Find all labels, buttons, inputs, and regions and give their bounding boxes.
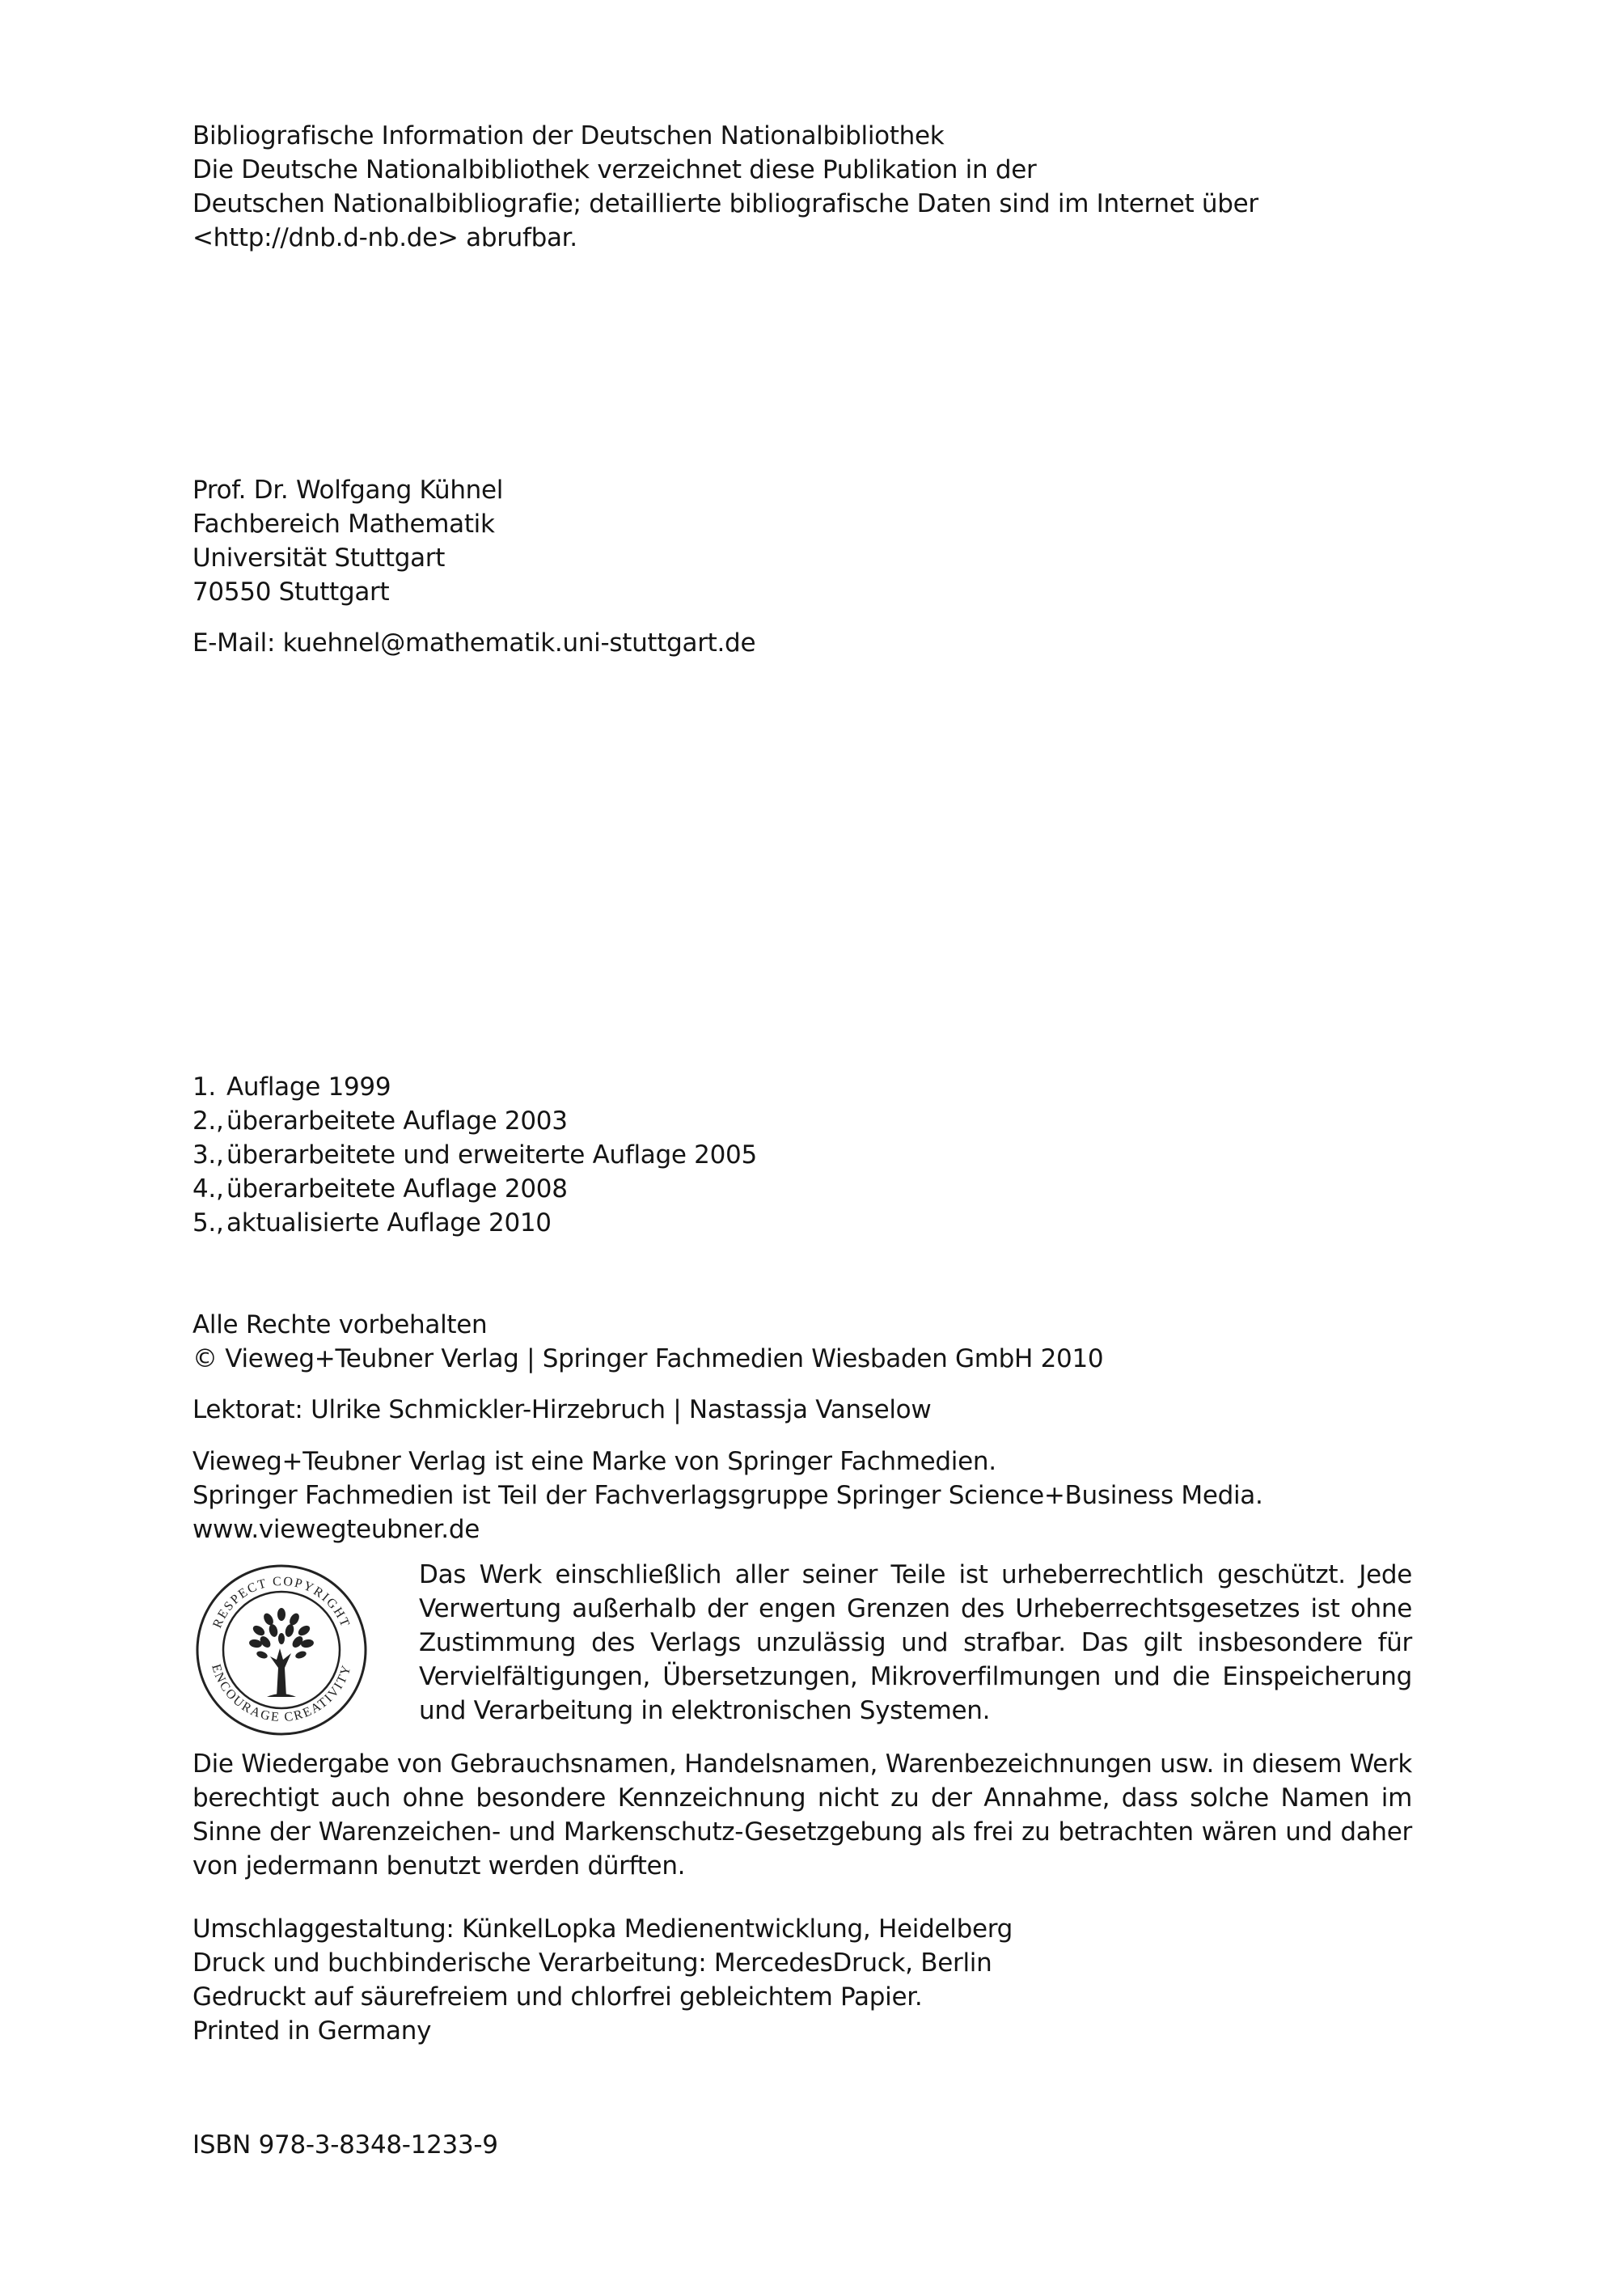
email-line: E-Mail: kuehnel@mathematik.uni-stuttgart.de [192, 628, 756, 658]
seal-lettering [209, 1575, 354, 1724]
edition-number: 2., [192, 1106, 224, 1136]
usage-line: von jedermann benutzt werden dürften. [192, 1851, 686, 1881]
edition-text: überarbeitete und erweiterte Auflage 2005 [226, 1140, 757, 1170]
copyright-line: © Vieweg+Teubner Verlag | Springer Fachmedien Wiesbaden GmbH 2010 [192, 1344, 1104, 1373]
tree-icon [248, 1608, 314, 1697]
isbn [192, 2128, 498, 2162]
edition-text: Auflage 1999 [226, 1072, 391, 1102]
copyright-legal-notice [419, 1558, 1412, 1728]
lektorat [192, 1393, 931, 1427]
usage-line: Die Wiedergabe von Gebrauchsnamen, Handelsnamen, Warenbezeichnungen usw. in diesem Werk [192, 1749, 1412, 1779]
author-university: Universität Stuttgart [192, 544, 446, 573]
bib-line: <http://dnb.d-nb.de> abrufbar. [192, 223, 577, 252]
bib-line: Die Deutsche Nationalbibliothek verzeichnet diese Publikation in der [192, 155, 1037, 184]
legal-line: Das Werk einschließlich aller seiner Teile ist urheberrechtlich geschützt. Jede [419, 1560, 1412, 1589]
author-city: 70550 Stuttgart [192, 577, 390, 607]
publisher-info [192, 1445, 1263, 1546]
edition-text: überarbeitete Auflage 2003 [226, 1106, 568, 1136]
printed-in: Printed in Germany [192, 2016, 432, 2046]
paper-note: Gedruckt auf säurefreiem und chlorfrei gebleichtem Papier. [192, 1982, 923, 2012]
rights-reserved: Alle Rechte vorbehalten [192, 1310, 488, 1339]
svg-text:RESPECT COPYRIGHT: RESPECT COPYRIGHT [210, 1574, 353, 1631]
edition-item [192, 1206, 757, 1240]
copyright-seal-icon [192, 1561, 370, 1739]
edition-number: 1. [192, 1072, 216, 1102]
publisher-line: Springer Fachmedien ist Teil der Fachverlagsgruppe Springer Science+Business Media. [192, 1481, 1263, 1510]
bib-line: Bibliografische Information der Deutschen Nationalbibliothek [192, 121, 945, 150]
author-email [192, 626, 755, 660]
legal-line: Verwertung außerhalb der engen Grenzen des Urheberrechtsgesetzes ist ohne [419, 1594, 1412, 1623]
print-credit: Druck und buchbinderische Verarbeitung: MercedesDruck, Berlin [192, 1948, 992, 1978]
trademark-notice [192, 1747, 1412, 1883]
svg-text:ENCOURAGE CREATIVITY: ENCOURAGE CREATIVITY [209, 1662, 354, 1725]
edition-item [192, 1172, 757, 1206]
production-credits [192, 1912, 1013, 2048]
legal-line: und Verarbeitung in elektronischen Systemen. [419, 1696, 991, 1725]
legal-line: Zustimmung des Verlags unzulässig und strafbar. Das gilt insbesondere für [419, 1628, 1412, 1657]
bib-line: Deutschen Nationalbibliografie; detaillierte bibliografische Daten sind im Internet über [192, 189, 1258, 218]
edition-text: überarbeitete Auflage 2008 [226, 1174, 568, 1204]
author-department: Fachbereich Mathematik [192, 510, 495, 539]
author-address [192, 473, 503, 609]
author-name: Prof. Dr. Wolfgang Kühnel [192, 476, 504, 505]
edition-number: 3., [192, 1140, 224, 1170]
edition-number: 4., [192, 1174, 224, 1204]
edition-text: aktualisierte Auflage 2010 [226, 1208, 552, 1237]
bibliographic-information [192, 119, 1258, 255]
edition-item [192, 1070, 757, 1104]
publisher-line: Vieweg+Teubner Verlag ist eine Marke von Springer Fachmedien. [192, 1447, 996, 1476]
edition-item [192, 1104, 757, 1138]
legal-line: Vervielfältigungen, Übersetzungen, Mikroverfilmungen und die Einspeicherung [419, 1662, 1412, 1691]
isbn-number: ISBN 978-3-8348-1233-9 [192, 2130, 498, 2160]
usage-line: Sinne der Warenzeichen- und Markenschutz-Gesetzgebung als frei zu betrachten wären und daher [192, 1817, 1412, 1847]
cover-design-credit: Umschlaggestaltung: KünkelLopka Medienentwicklung, Heidelberg [192, 1914, 1013, 1944]
edition-history [192, 1070, 757, 1240]
lektorat-line: Lektorat: Ulrike Schmickler-Hirzebruch | Nastassja Vanselow [192, 1395, 932, 1424]
edition-number: 5., [192, 1208, 224, 1237]
edition-item [192, 1138, 757, 1172]
publisher-url: www.viewegteubner.de [192, 1515, 480, 1544]
rights-statement [192, 1308, 1103, 1376]
usage-line: berechtigt auch ohne besondere Kennzeichnung nicht zu der Annahme, dass solche Namen im [192, 1783, 1412, 1813]
